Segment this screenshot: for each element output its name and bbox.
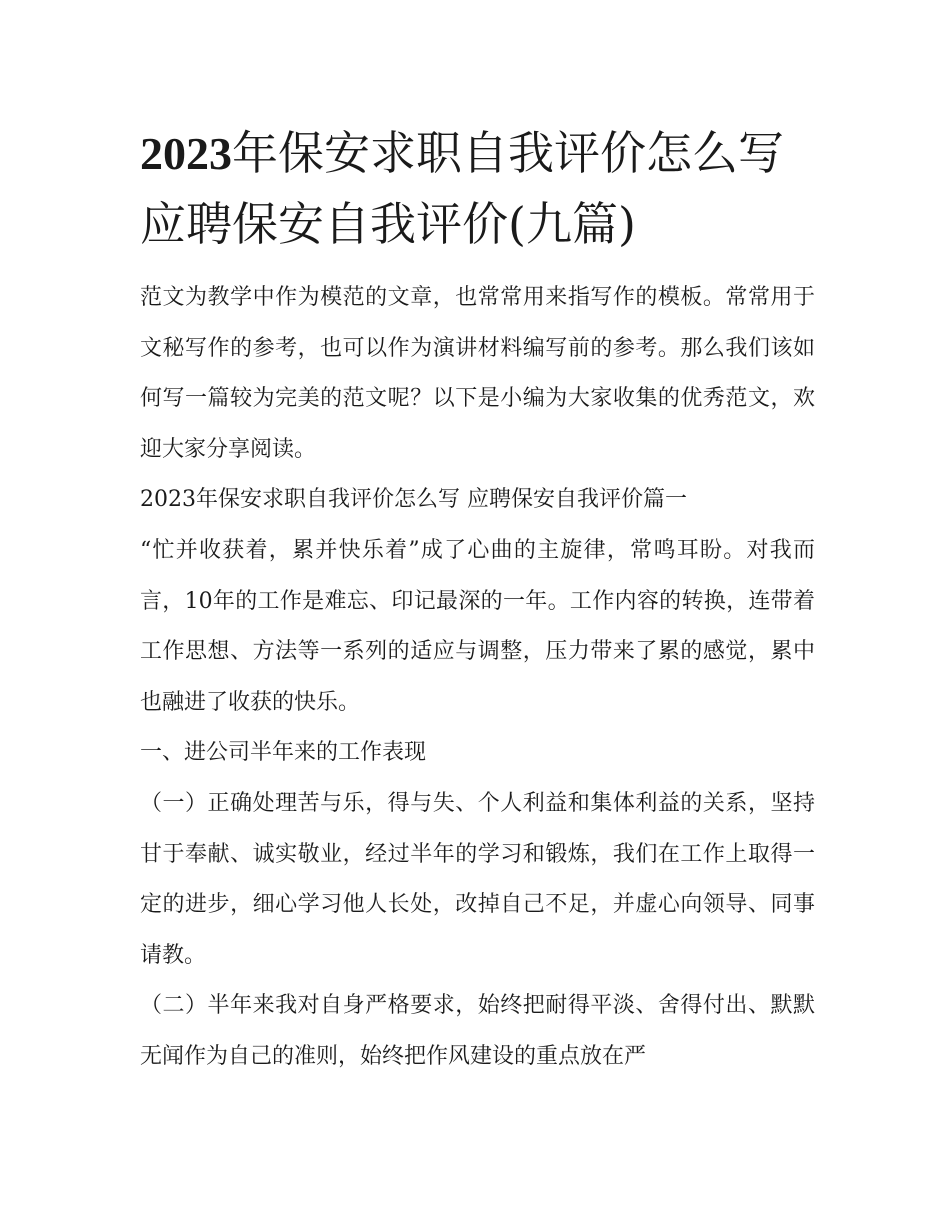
body-paragraph: “忙并收获着，累并快乐着”成了心曲的主旋律，常鸣耳盼。对我而言，10年的工作是难忘、印记最深的一年。工作内容的转换，连带着工作思想、方法等一系列的适应与调整，压力带来了累的感觉，累中也融进了收获的快乐。 <box>140 537 815 715</box>
intro-paragraph: 范文为教学中作为模范的文章，也常常用来指写作的模板。常常用于文秘写作的参考，也可以作为演讲材料编写前的参考。那么我们该如何写一篇较为完美的范文呢？以下是小编为大家收集的优秀范文，欢迎大家分享阅读。 <box>140 285 815 462</box>
section-heading-article-one: 2023年保安求职自我评价怎么写 应聘保安自我评价篇一 <box>140 487 687 513</box>
body-paragraph: （一）正确处理苦与乐，得与失、个人利益和集体利益的关系，坚持甘于奉献、诚实敬业，经过半年的学习和锻炼，我们在工作上取得一定的进步，细心学习他人长处，改掉自己不足，并虚心向领导、同事请教。 <box>140 790 815 968</box>
document-title <box>140 118 815 259</box>
body-paragraph: （二）半年来我对自身严格要求，始终把耐得平淡、舍得付出、默默无闻作为自己的准则，始终把作风建设的重点放在严 <box>140 993 815 1069</box>
document-body <box>140 118 815 1083</box>
section-heading-work-performance: 一、进公司半年来的工作表现 <box>140 740 427 766</box>
title-year: 2023 <box>140 128 232 179</box>
paragraph-list <box>140 273 815 1083</box>
title-text: 年保安求职自我评价怎么写 应聘保安自我评价(九篇) <box>140 126 784 251</box>
